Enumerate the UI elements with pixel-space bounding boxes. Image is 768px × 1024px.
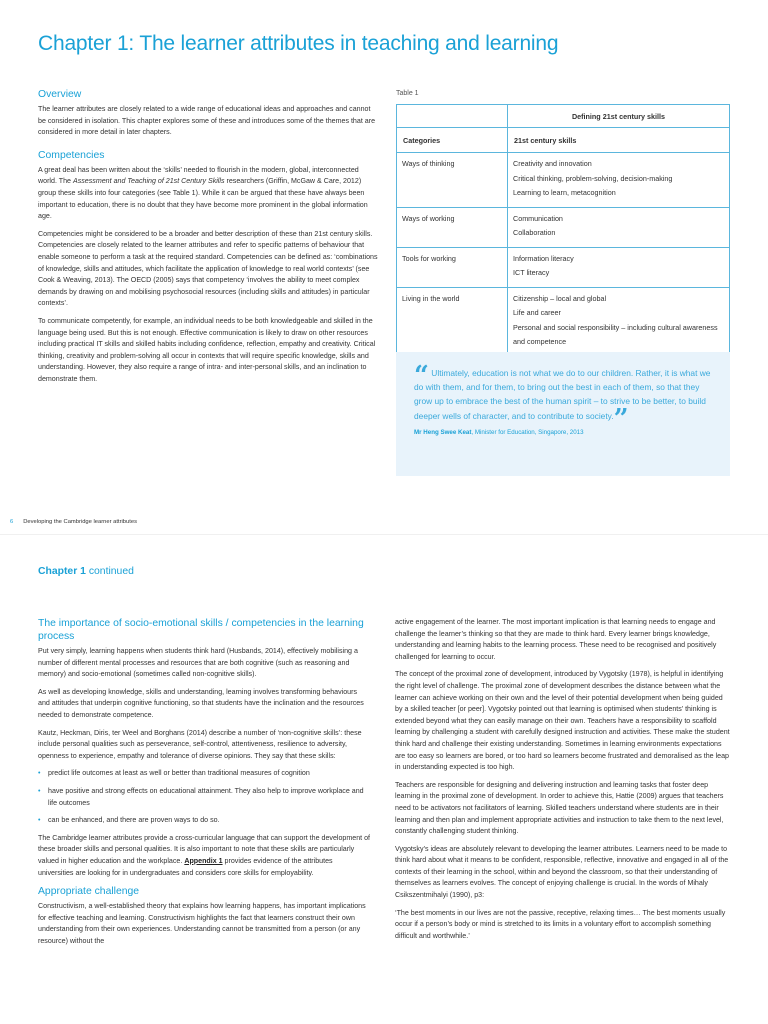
close-quote-icon: ”	[613, 403, 629, 434]
competencies-heading: Competencies	[38, 149, 105, 161]
footer-text: Developing the Cambridge learner attributes	[23, 519, 137, 525]
continued-label: continued	[85, 566, 134, 577]
quote-attribution	[414, 429, 714, 436]
table-category-cell: Living in the world	[397, 287, 508, 356]
appendix-1-link[interactable]: Appendix 1	[184, 856, 223, 865]
socio-paragraph-3: Kautz, Heckman, Diris, ter Weel and Borghans (2014) describe a number of ‘non-cognitive skills’: these include personal qualities such as perseverance, self-control, attentiveness, resilience to adversity, openness to experience, empathy and tolerance of diverse opinions. They say that these skills:	[38, 728, 362, 760]
competencies-paragraph-2: Competencies might be considered to be a broader and better description of these than 21st century skills. Competencies are closely related to the learner attributes and refer to specific patterns of behaviour that enable someone to perform a task at the required standard. Competencies can be defined as: ‘combinations of knowledge, skills and attitudes, which facilitate the application of knowledge to real world contexts’ (see Cook & Weaving, 2013). The OECD (2005) says that competency ‘involves the ability to meet complex demands by drawing on and mobilising psychosocial resources (including skills and attitudes) in particular contexts’.	[38, 229, 378, 308]
csikszentmihalyi-quote: ‘The best moments in our lives are not the passive, receptive, relaxing times… The best moments usually occur if a person’s body or mind is stretched to its limits in a voluntary effort to accomplish something difficult and worthwhile.’	[395, 908, 726, 940]
appropriate-challenge-heading: Appropriate challenge	[38, 886, 140, 898]
quote-content	[414, 361, 714, 436]
skill-item: Personal and social responsibility – including cultural awareness and competence	[513, 322, 718, 346]
skill-item: Citizenship – local and global	[513, 293, 607, 303]
competencies-paragraph-1	[38, 165, 378, 223]
footer-page-number: 6	[10, 519, 14, 525]
socio-p5-text: provides evidence of the attributes universities are looking for in undergraduates and considers core skills for employability.	[38, 856, 333, 877]
table-category-cell: Ways of working	[397, 207, 508, 247]
overview-text: The learner attributes are closely related to a wide range of educational ideas and approaches and cannot be considered in isolation. This chapter explores some of these and introduces some of the themes that are considered in more detail in later chapters.	[38, 105, 376, 137]
competencies-p1-end: researchers (Griffin, McGaw & Care, 2012) group these skills into four categories (see Table 1). While it can be argued that these have always been important to education, there is no doubt that they have become more prominent in the global information age.	[38, 177, 368, 221]
skill-item: Life and career	[513, 308, 561, 317]
socio-paragraph-2: As well as developing knowledge, skills and understanding, learning involves transforming behaviours and attitudes that underpin cognitive functioning, so that students have the inclination and the resources needed to demonstrate competence.	[38, 687, 364, 719]
bullet-item: • can be enhanced, and there are proven ways to do so.	[38, 815, 370, 827]
quote-author: Mr Heng Swee Keat	[414, 428, 472, 436]
skill-item: Communication	[513, 213, 563, 223]
table-category-cell: Tools for working	[397, 247, 508, 287]
quote-box	[396, 352, 730, 476]
right-paragraph-4: Vygotsky’s ideas are absolutely relevant to developing the learner attributes. Learners need to be made to think hard about what it means to be confident, responsible, reflective, innovative and engaged in all of the contexts of their learning in the school, within and beyond the classroom, so that their understanding of themselves as learners evolves. The concept of enjoying challenge is crucial. In the words of Mihaly Csikszentmihalyi (1990), p3:	[395, 844, 729, 900]
overview-heading: Overview	[38, 89, 82, 100]
table-empty-corner	[397, 105, 508, 128]
skill-item: Critical thinking, problem-solving, decision-making	[513, 173, 673, 183]
table-header-skills: 21st century skills	[508, 128, 730, 153]
table-row	[397, 153, 730, 208]
left-column-page1	[38, 88, 378, 391]
competencies-p1-italic: Assessment and Teaching of 21st Century Skills	[72, 177, 225, 186]
socio-paragraph-4	[38, 833, 370, 879]
skill-item: Collaboration	[513, 228, 556, 237]
table-category-cell: Ways of thinking	[397, 153, 508, 208]
skill-item: Learning to learn, metacognition	[513, 188, 616, 197]
right-paragraph-2: The concept of the proximal zone of development, introduced by Vygotsky (1978), is helpful in identifying the right level of challenge. The proximal zone of development describes the distance between what the learner can achieve working on their own and the level of their potential development when being guided by a skilled teacher [or peer]. Vygotsky pointed out that learning is optimised when students’ thinking is extended beyond what they can easily manage on their own. Teachers have a responsibility to scaffold learning by challenging a student with carefully designed instruction and activities. These make the student think hard and challenge their existing understanding. Sometimes in learning environments expectations are too easy so learners are bored, or too hard so learners become frustrated and demoralised as the leap in understanding expected is too high.	[395, 670, 730, 772]
skill-item: Information literacy	[513, 253, 574, 263]
quote-author-role: , Minister for Education, Singapore, 2013	[471, 428, 584, 436]
challenge-paragraph-1: Constructivism, a well-established theory that explains how learning happens, has important implications for effective teaching and learning. Constructivism highlights the fact that learners construct their own understanding from their own experiences. Understanding cannot be transmitted from a person (or any resource) without the	[38, 902, 366, 945]
competencies-paragraph-3: To communicate competently, for example, an individual needs to be both knowledgeable and skilled in the language being used. But this is not enough. Effective communication is likely to draw on other resources including practical IT skills and skilled habits including confidence, reflection, empathy and creativity. Critical thinking, creativity and problem-solving all occur in contexts that will require specific knowledge, skills and understanding. However, they also require a range of intra- and inter-personal skills, and an inclination to demonstrate them.	[38, 316, 376, 383]
table-body	[397, 153, 730, 357]
table-skills-cell	[508, 207, 730, 247]
skill-item: ICT literacy	[513, 268, 550, 277]
right-paragraph-1: active engagement of the learner. The most important implication is that learning needs to engage and challenge the learner’s thinking so that they are made to think hard. Every learner brings knowledge, understanding and learning habits to the learning process. These need to be recognised and positively challenged for learning to occur.	[395, 618, 717, 661]
socio-p4-text: The Cambridge learner attributes provide a cross-curricular language that can support the development of these broader skills and personal qualities. It is also important to note that these skills are particularly valued in higher education and the workplace.	[38, 833, 371, 865]
quote-body: Ultimately, education is not what we do to our children. Rather, it is what we do with them, and for them, to bring out the best in each of them, so that they grow up to embrace the best of the human spirit – to strive to be better, to build deeper wells of character, and to contribute to society.	[414, 368, 711, 421]
open-quote-icon: “	[414, 361, 429, 391]
skills-bullet-list	[38, 768, 370, 826]
table-caption: Table 1	[396, 90, 419, 97]
left-column-page2	[38, 617, 370, 953]
bullet-item: • have positive and strong effects on educational attainment. They also help to improve workplace and life outcomes	[38, 786, 370, 809]
bullet-item: • predict life outcomes at least as well or better than traditional measures of cognition	[38, 768, 370, 780]
table-row	[397, 287, 730, 356]
chapter-continued-heading	[38, 566, 134, 577]
table-row	[397, 207, 730, 247]
table-skills-cell	[508, 153, 730, 208]
skills-table	[396, 104, 730, 357]
chapter-title: Chapter 1: The learner attributes in teaching and learning	[38, 32, 559, 55]
continued-chapter-label: Chapter 1	[38, 566, 86, 577]
competencies-p1-start: A great deal has been written about the ‘skills’ needed to flourish in the modern, global, interconnected world. The	[38, 165, 359, 186]
right-column-page2	[395, 617, 730, 948]
page-separator	[0, 534, 768, 535]
table-skills-cell	[508, 287, 730, 356]
right-paragraph-3: Teachers are responsible for designing and delivering instruction and learning tasks that foster deep learning in the proximal zone of development. In order to achieve this, Hattie (2009) argues that teachers need to be activators not facilitators of learning. Skilled teachers understand where students are in their learning and then plan and implement appropriate activities and instruction to take them to the next level, constantly challenging student thinking.	[395, 780, 724, 836]
table-header-categories: Categories	[397, 128, 508, 153]
table-title: Defining 21st century skills	[508, 105, 730, 128]
table-row	[397, 247, 730, 287]
table-skills-cell	[508, 247, 730, 287]
skill-item: Creativity and innovation	[513, 159, 592, 168]
page-footer	[10, 519, 137, 525]
socio-emotional-heading: The importance of socio-emotional skills / competencies in the learning process	[38, 618, 364, 642]
socio-paragraph-1: Put very simply, learning happens when students think hard (Husbands, 2014), effectively mobilising a number of different mental processes and resources that are both cognitive (such as reasoning and memory) and socio-emotional (sometimes called non-cognitive skills).	[38, 647, 358, 679]
